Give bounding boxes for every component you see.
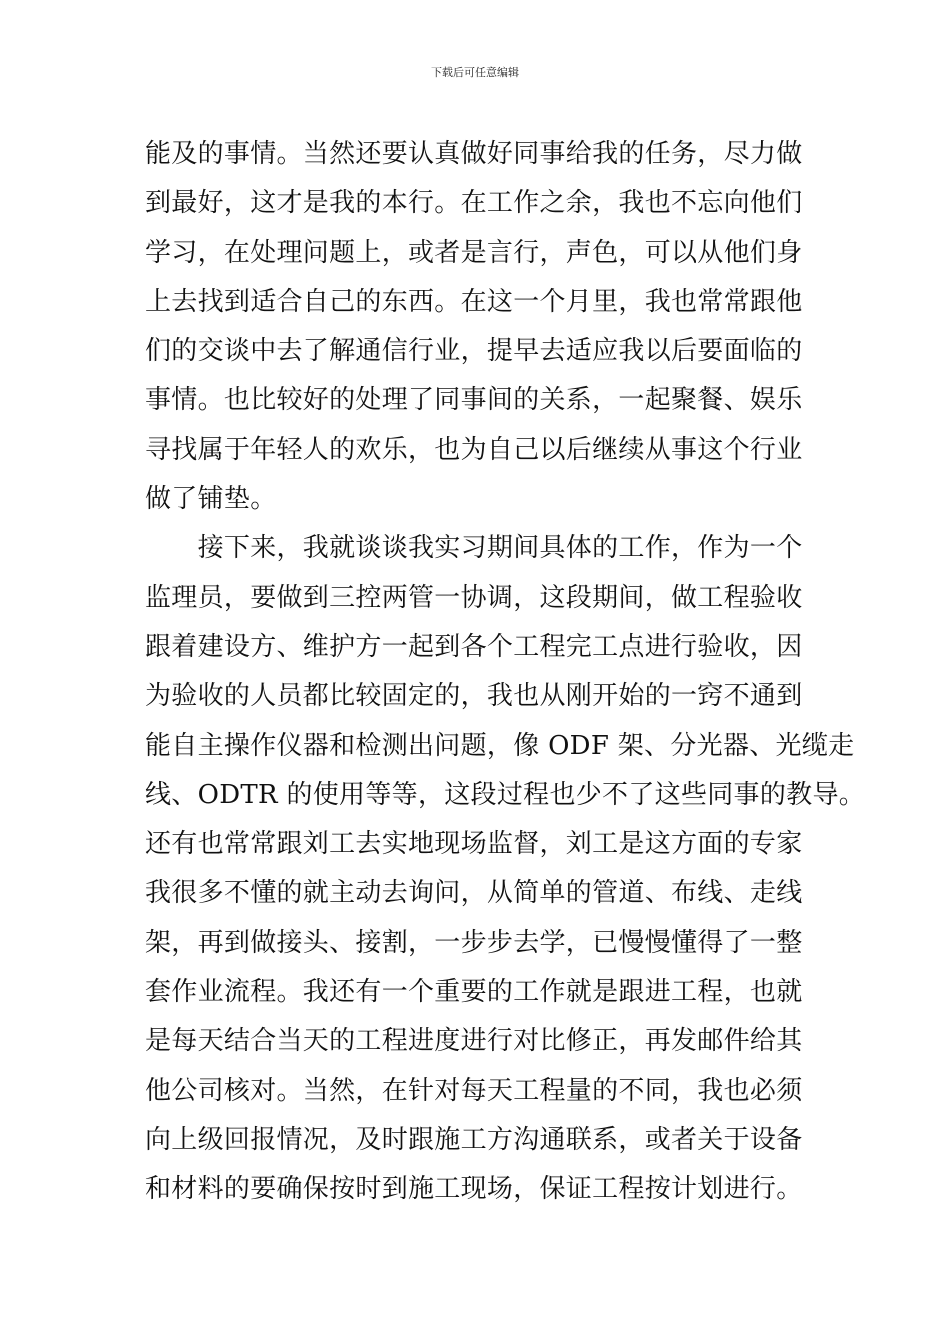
text-line: 架，再到做接头、接割，一步步去学，已慢慢懂得了一整 — [145, 927, 803, 958]
text-line: 是每天结合当天的工程进度进行对比修正，再发邮件给其 — [145, 1026, 803, 1057]
text-line: 和材料的要确保按时到施工现场，保证工程按计划进行。 — [145, 1174, 803, 1205]
text-line: 事情。也比较好的处理了同事间的关系，一起聚餐、娱乐 — [145, 385, 803, 416]
text-line: 套作业流程。我还有一个重要的工作就是跟进工程，也就 — [145, 977, 803, 1008]
text-line: 向上级回报情况，及时跟施工方沟通联系，或者关于设备 — [145, 1124, 803, 1155]
text-line: 跟着建设方、维护方一起到各个工程完工点进行验收，因 — [145, 631, 803, 662]
text-line: 寻找属于年轻人的欢乐，也为自己以后继续从事这个行业 — [145, 434, 803, 465]
text-line: 监理员，要做到三控两管一协调，这段期间，做工程验收 — [145, 582, 803, 613]
text-line: 做了铺垫。 — [145, 484, 277, 515]
text-line: 我很多不懂的就主动去询问，从简单的管道、布线、走线 — [145, 878, 803, 909]
text-line: 学习，在处理问题上，或者是言行，声色，可以从他们身 — [145, 237, 803, 268]
text-line: 上去找到适合自己的东西。在这一个月里，我也常常跟他 — [145, 286, 803, 317]
text-line: 他公司核对。当然，在针对每天工程量的不同，我也必须 — [145, 1075, 803, 1106]
document-body — [145, 130, 866, 1215]
text-line: 能及的事情。当然还要认真做好同事给我的任务，尽力做 — [145, 139, 803, 169]
text-line: 为验收的人员都比较固定的，我也从刚开始的一窍不通到 — [145, 681, 803, 712]
text-line: 能自主操作仪器和检测出问题，像 ODF 架、分光器、光缆走 — [145, 730, 855, 761]
text-line: 还有也常常跟刘工去实地现场监督，刘工是这方面的专家 — [145, 829, 803, 860]
text-line: 到最好，这才是我的本行。在工作之余，我也不忘向他们 — [145, 188, 803, 219]
text-line: 接下来，我就谈谈我实习期间具体的工作，作为一个 — [145, 533, 803, 564]
text-line: 们的交谈中去了解通信行业，提早去适应我以后要面临的 — [145, 336, 803, 367]
page-header: 下载后可任意编辑 — [431, 66, 519, 79]
text-line: 线、ODTR 的使用等等，这段过程也少不了这些同事的教导。 — [145, 779, 866, 810]
